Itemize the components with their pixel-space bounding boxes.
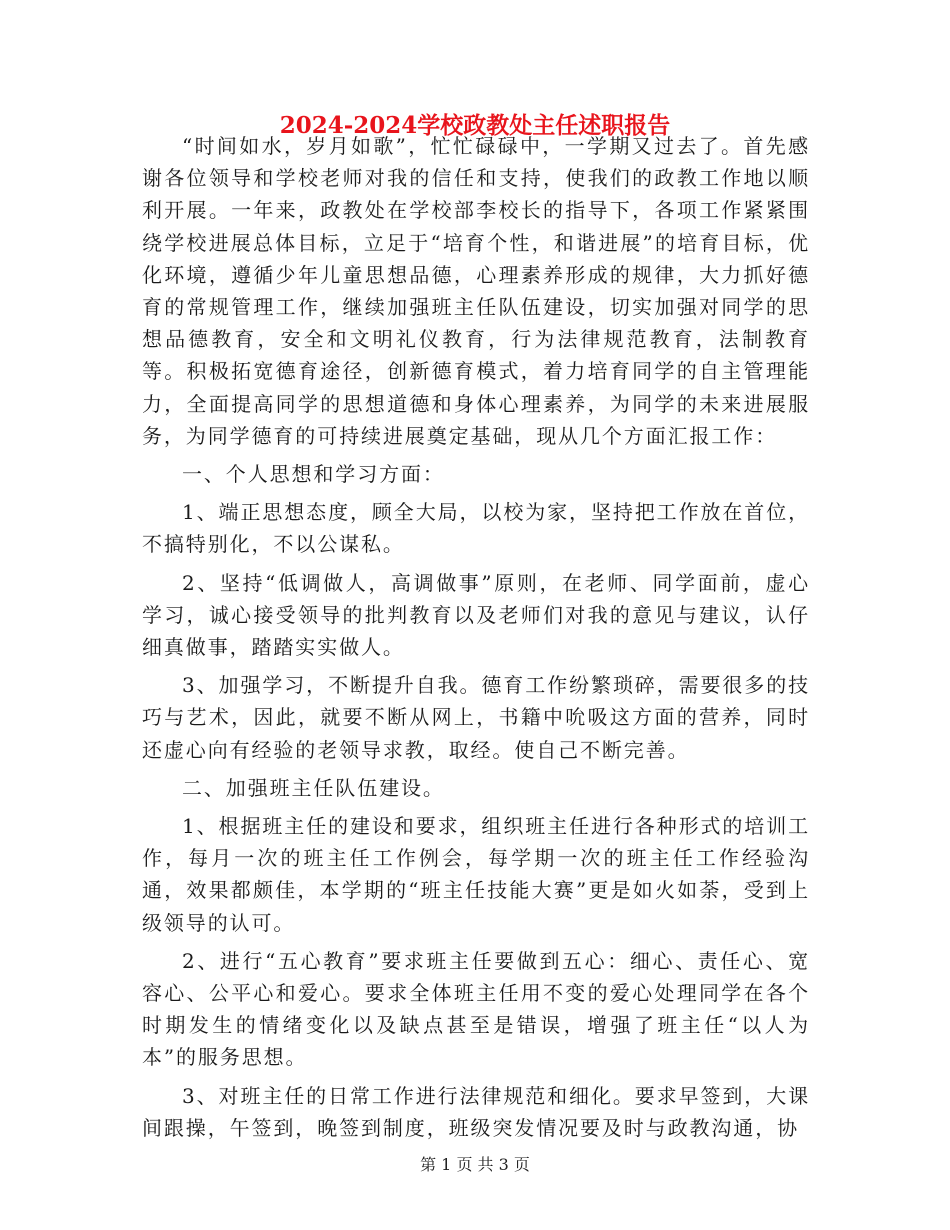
paragraph-item: 2、进行“五心教育”要求班主任要做到五心：细心、责任心、宽容心、公平心和爱心。要求全体班主任用不变的爱心处理同学在各个时期发生的情绪变化以及缺点甚至是错误，增强了班主任“以人为本”的服务思想。 [142, 948, 810, 1070]
paragraph-item: 1、端正思想态度，顾全大局，以校为家，坚持把工作放在首位，不搞特别化，不以公谋私。 [142, 500, 810, 557]
page-number: 第 1 页 共 3 页 [420, 1155, 530, 1174]
paragraph-intro: “时间如水，岁月如歌”，忙忙碌碌中，一学期又过去了。首先感谢各位领导和学校老师对我的信任和支持，使我们的政教工作地以顺利开展。一年来，政教处在学校部李校长的指导下，各项工作紧紧围绕学校进展总体目标，立足于“培育个性，和谐进展”的培育目标，优化环境，遵循少年儿童思想品德，心理素养形成的规律，大力抓好德育的常规管理工作，继续加强班主任队伍建设，切实加强对同学的思想品德教育，安全和文明礼仪教育，行为法律规范教育，法制教育等。积极拓宽德育途径，创新德育模式，着力培育同学的自主管理能力，全面提高同学的思想道德和身体心理素养，为同学的未来进展服务，为同学德育的可持续进展奠定基础，现从几个方面汇报工作： [142, 134, 810, 448]
section-heading-teachers: 二、加强班主任队伍建设。 [182, 775, 445, 800]
paragraph-item: 3、对班主任的日常工作进行法律规范和细化。要求早签到，大课间跟操，午签到，晚签到制度，班级突发情况要及时与政教沟通，协 [142, 1083, 810, 1140]
document-body [142, 130, 810, 1144]
paragraph-item: 1、根据班主任的建设和要求，组织班主任进行各种形式的培训工作，每月一次的班主任工作例会，每学期一次的班主任工作经验沟通，效果都颇佳，本学期的“班主任技能大赛”更是如火如荼，受到上级领导的认可。 [142, 814, 810, 935]
paragraph-item: 3、加强学习，不断提升自我。德育工作纷繁琐碎，需要很多的技巧与艺术，因此，就要不断从网上，书籍中吮吸这方面的营养，同时还虚心向有经验的老领导求教，取经。使自己不断完善。 [142, 673, 810, 762]
paragraph-item: 2、坚持“低调做人，高调做事”原则，在老师、同学面前，虚心学习，诚心接受领导的批判教育以及老师们对我的意见与建议，认仔细真做事，踏踏实实做人。 [142, 570, 810, 660]
section-heading-personal: 一、个人思想和学习方面： [182, 462, 445, 487]
document-title: 2024-2024学校政教处主任述职报告 [279, 112, 671, 139]
